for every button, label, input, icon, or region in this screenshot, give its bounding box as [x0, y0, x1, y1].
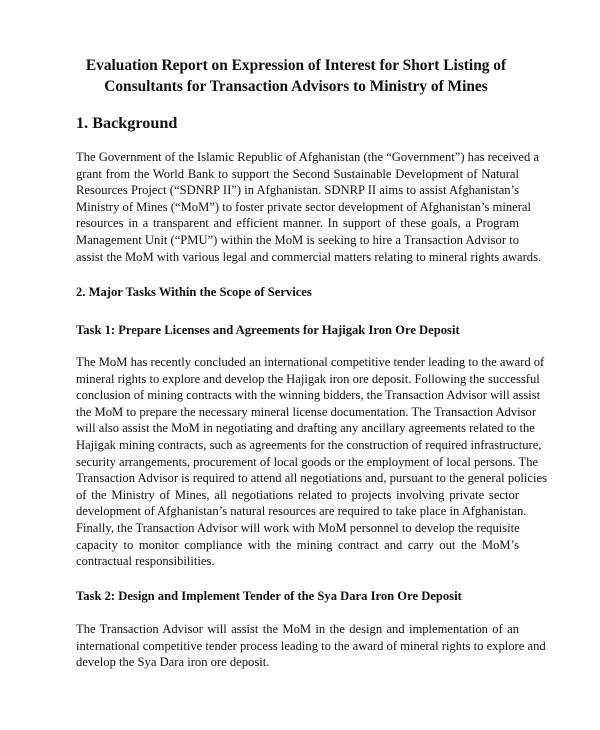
text-line: Management Unit (“PMU”) within the MoM is seeking to hire a Transaction Advisor to [76, 232, 519, 247]
text-line: The Government of the Islamic Republic of Afghanistan (the “Government”) has received a [76, 150, 539, 164]
text-line: security arrangements, procurement of local goods or the employment of local persons. The [76, 454, 539, 469]
document-title [70, 55, 522, 97]
background-paragraph [76, 149, 542, 265]
text-line: Hajigak mining contracts, such as agreements for the construction of required infrastructure, [76, 437, 542, 452]
title-line: Consultants for Transaction Advisors to Ministry of Mines [104, 78, 488, 95]
task1-paragraph [76, 354, 547, 570]
section-heading-background: 1. Background [76, 114, 178, 132]
text-line: The Transaction Advisor will assist the MoM in the design and implementation of an [76, 622, 519, 636]
text-line: will also assist the MoM in negotiating and drafting any ancillary agreements related to the [76, 421, 535, 436]
task2-heading: Task 2: Design and Implement Tender of the Sya Dara Iron Ore Deposit [76, 589, 462, 603]
text-line: Transaction Advisor is required to attend all negotiations and, pursuant to the general policies [76, 471, 547, 486]
text-line: conclusion of mining contracts with the winning bidders, the Transaction Advisor will assist [76, 388, 541, 403]
text-line: of the Ministry of Mines, all negotiations related to projects involving private sector [76, 487, 519, 502]
text-line: development of Afghanistan’s natural resources are required to take place in Afghanistan. [76, 504, 527, 519]
text-line: mineral rights to explore and develop the Hajigak iron ore deposit. Following the successful [76, 371, 540, 386]
text-line: international competitive tender process leading to the award of mineral rights to explore and [76, 638, 546, 653]
text-line: Resources Project (“SDNRP II”) in Afghanistan. SDNRP II aims to assist Afghanistan’s [76, 183, 519, 198]
text-line: Ministry of Mines (“MoM”) to foster private sector development of Afghanistan’s mineral [76, 199, 532, 214]
task2-paragraph [76, 621, 546, 671]
text-line: capacity to monitor compliance with the mining contract and carry out the MoM’s [76, 537, 519, 552]
text-line: the MoM to prepare the necessary mineral license documentation. The Transaction Advisor [76, 404, 537, 419]
text-line: contractual responsibilities. [76, 554, 215, 569]
text-line: The MoM has recently concluded an international competitive tender leading to the award of [76, 355, 545, 369]
text-line: develop the Sya Dara iron ore deposit. [76, 655, 270, 670]
text-line: Finally, the Transaction Advisor will work with MoM personnel to develop the requisite [76, 520, 520, 535]
text-line: assist the MoM with various legal and commercial matters relating to mineral rights awards. [76, 249, 542, 264]
section-heading-major-tasks: 2. Major Tasks Within the Scope of Services [76, 285, 312, 299]
text-line: grant from the World Bank to support the Second Sustainable Development of Natural [76, 166, 519, 181]
text-line: resources in a transparent and efficient manner. In support of these goals, a Program [76, 216, 519, 231]
task1-heading: Task 1: Prepare Licenses and Agreements for Hajigak Iron Ore Deposit [76, 323, 460, 337]
title-line: Evaluation Report on Expression of Interest for Short Listing of [85, 57, 507, 74]
